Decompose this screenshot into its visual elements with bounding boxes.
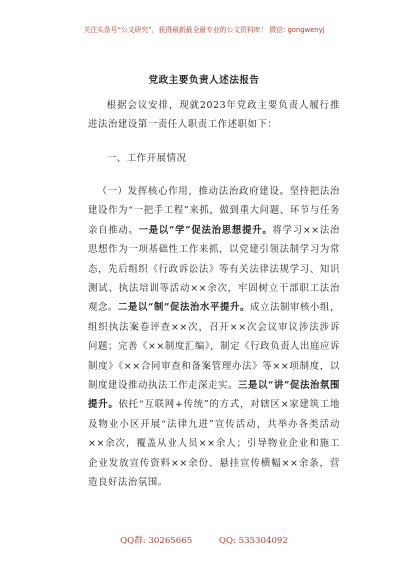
footer-qq-group: QQ群: 30265665	[120, 536, 193, 546]
point-three-heading: 三是以“讲”促法治氛围提升。	[88, 380, 340, 411]
point-two-heading: 二是以“制”促法治水平提升。	[118, 302, 251, 314]
body-text: 依托“互联网+传统”的方式，对辖区×家建筑工地及物业小区开展“法律九进”宣传活动，共举办各类活动××余次，覆盖从业人员××余人；引导物业企业和施工企业发放宣传资料××余份、悬挂宣传横幅××余条，营造良好法治氛围。	[88, 399, 340, 489]
point-one-heading: 一是以“学”促法治思想提升。	[138, 224, 273, 236]
body-paragraph	[88, 182, 340, 493]
page-header-notice: 关注头条号“公文研究”，获得最新最全最专业的公文资料库！ 微信: gongwenyj	[83, 26, 325, 34]
document-title: 党政主要负责人述法报告	[148, 75, 260, 86]
page-footer	[0, 534, 408, 546]
body-text: 将学习××法治思想作为一项基础性工作来抓，以党建引领法制学习为常态，先后组织《行政诉讼法》等有关法律法规学习、知识测试、执法培训等活动××余次，牢固树立干部职工法治观念。	[88, 224, 340, 314]
section-heading: 一、工作开展情况	[106, 153, 187, 164]
body-text: 成立法制审核小组，组织执法案卷评查××次，召开××次会议审议涉法涉诉问题；完善《××制度汇编》，制定《行政负责人出庭应诉制度》《××合同审查和备案管理办法》等××项制度，以制度建设推动执法工作走深走实。	[88, 302, 340, 392]
body-text: （一）发挥核心作用，推动法治政府建设。坚持把法治建设作为“一把手工程”来抓，做到重大问题、环节与任务亲自推动。	[88, 186, 340, 236]
footer-qq: QQ: 535304092	[218, 536, 288, 546]
intro-paragraph: 根据会议安排，现就2023年党政主要负责人履行推进法治建设第一责任人职责工作述职如下：	[88, 100, 340, 131]
